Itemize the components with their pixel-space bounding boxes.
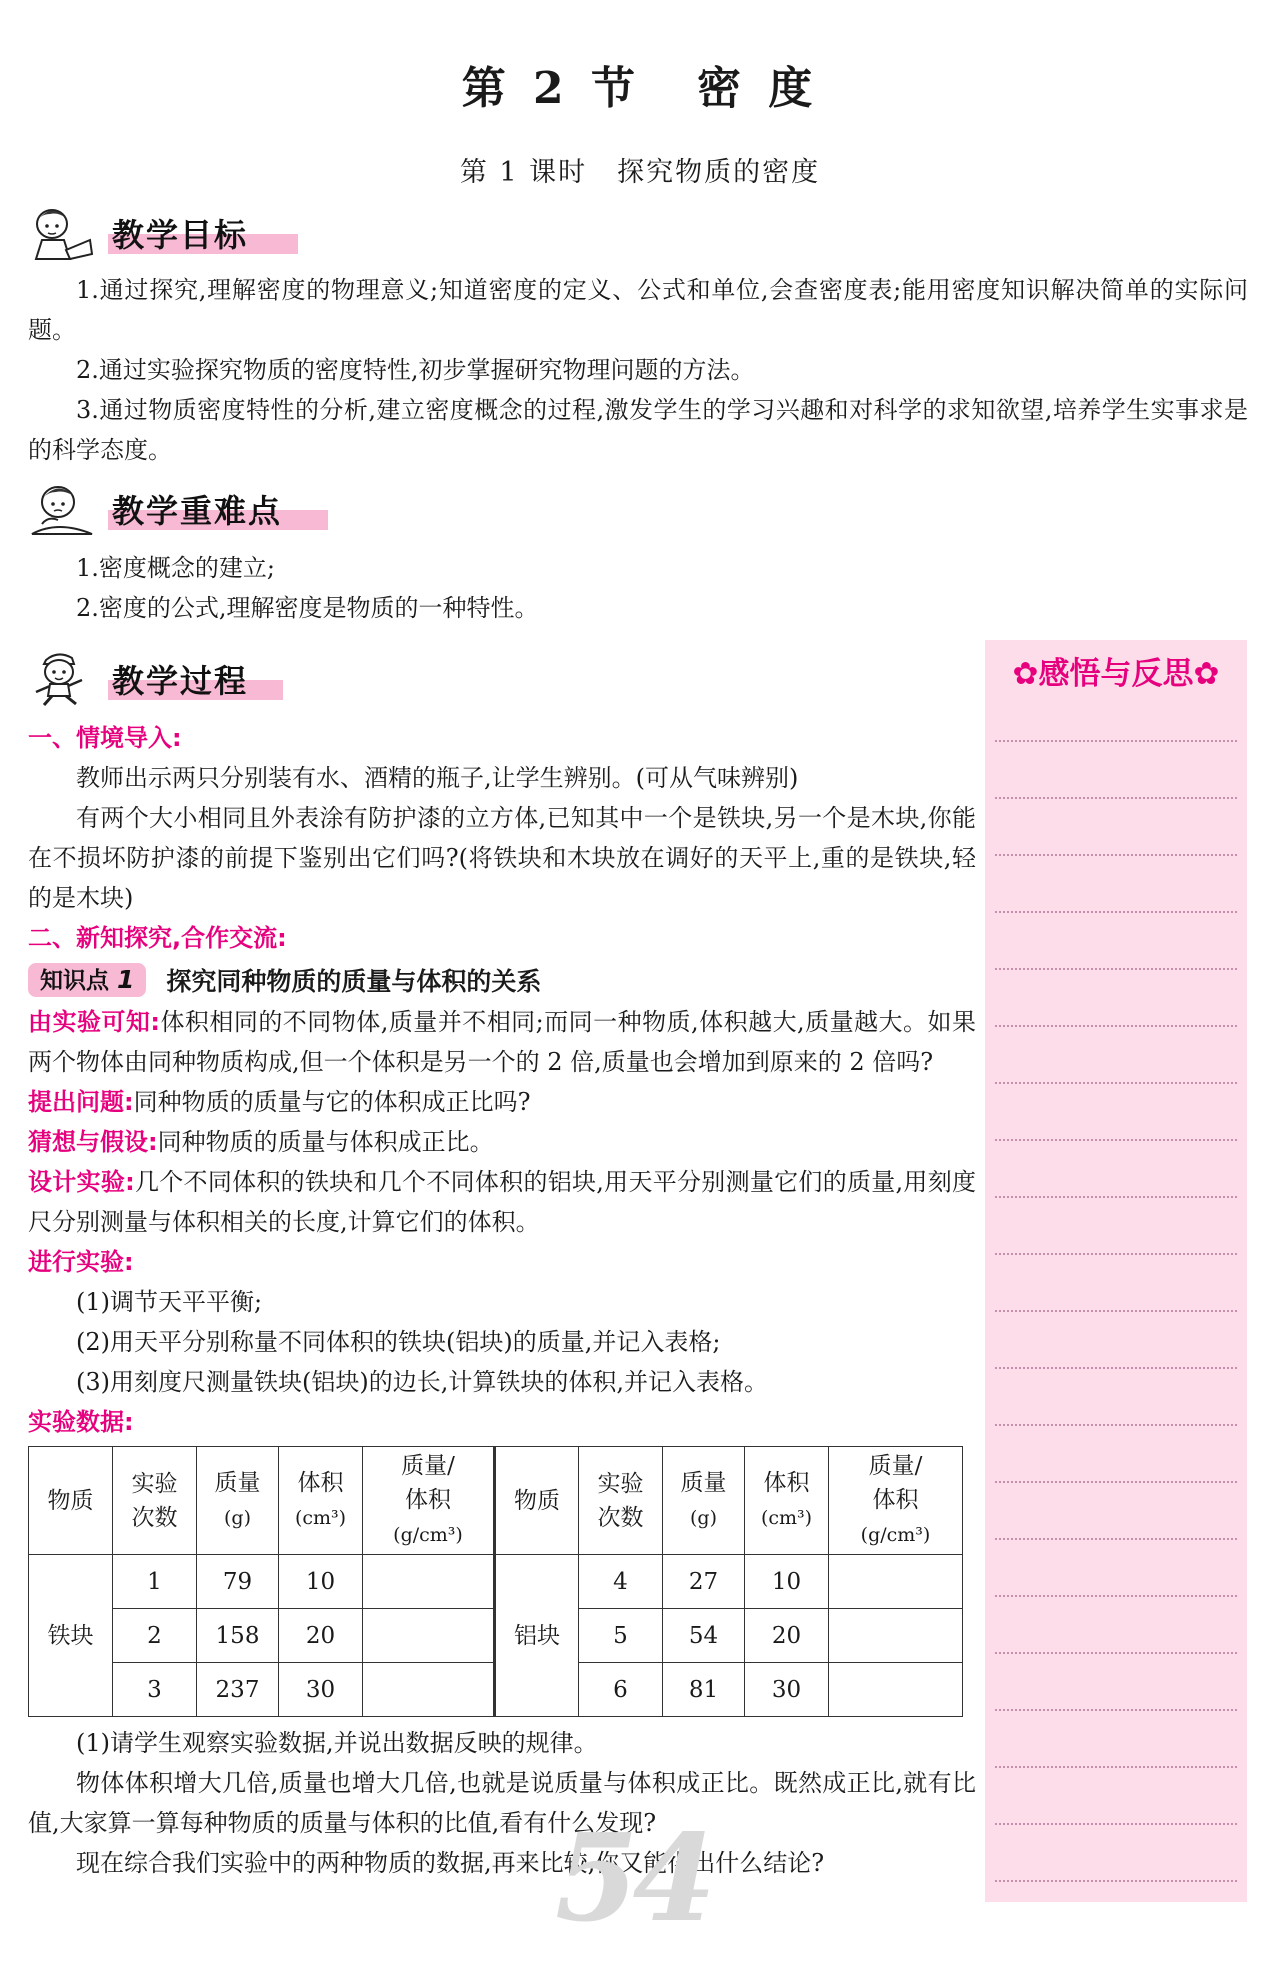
part2-title: 二、新知探究,合作交流:: [28, 924, 287, 952]
knowledge-point-title: 探究同种物质的质量与体积的关系: [166, 967, 542, 996]
header-volume-text: 体积: [297, 1470, 344, 1496]
section-label: 第 2 节: [461, 63, 641, 114]
cell-trial: 2: [113, 1609, 197, 1663]
knowledge-point-row: [28, 958, 976, 1002]
substance-iron: 铁块: [29, 1555, 113, 1717]
table-header-row: [29, 1447, 963, 1555]
student-thinking-icon: [28, 480, 98, 536]
writing-line: [995, 1766, 1237, 1768]
cell-trial: 1: [113, 1555, 197, 1609]
question-label: 提出问题:: [28, 1088, 134, 1116]
header-mass: [663, 1447, 745, 1555]
page-number: 54: [555, 1808, 710, 1949]
lesson-label: 第 1 课时: [459, 157, 588, 188]
writing-line: [995, 740, 1237, 742]
cell-ratio: [829, 1555, 963, 1609]
experiment-finding: [28, 1002, 976, 1082]
cell-volume: 30: [279, 1663, 363, 1717]
cell-ratio: [363, 1609, 495, 1663]
writing-line: [995, 1196, 1237, 1198]
cell-volume: 10: [745, 1555, 829, 1609]
header-ratio-line2: 体积: [872, 1487, 919, 1513]
hypothesis-label: 猜想与假设:: [28, 1128, 158, 1156]
key-point-item: 2.密度的公式,理解密度是物质的一种特性。: [76, 594, 539, 622]
part1-title: 一、情境导入:: [28, 724, 182, 752]
process-heading: 教学过程: [112, 662, 249, 700]
header-volume-unit: (cm³): [294, 1507, 347, 1529]
header-trial: [113, 1447, 197, 1555]
question: [28, 1082, 976, 1122]
objective-item: 1.通过探究,理解密度的物理意义;知道密度的定义、公式和单位,会查密度表;能用密度知识解决简单的实际问题。: [28, 276, 1248, 344]
design-label: 设计实验:: [28, 1168, 135, 1196]
writing-line: [995, 1253, 1237, 1255]
data-table: [28, 1446, 963, 1717]
header-mass-text: 质量: [680, 1470, 727, 1496]
key-points-list: [28, 548, 1248, 628]
objectives-header: [28, 204, 328, 260]
cell-volume: 20: [279, 1609, 363, 1663]
cell-volume: 30: [745, 1663, 829, 1717]
cell-mass: 81: [663, 1663, 745, 1717]
cell-mass: 79: [197, 1555, 279, 1609]
cell-trial: 6: [579, 1663, 663, 1717]
writing-line: [995, 797, 1237, 799]
objective-item: 2.通过实验探究物质的密度特性,初步掌握研究物理问题的方法。: [76, 356, 755, 384]
header-ratio-line2: 体积: [405, 1487, 451, 1513]
cell-mass: 158: [197, 1609, 279, 1663]
section-title: [0, 52, 1280, 116]
process-body: [28, 718, 976, 1883]
design-text: 几个不同体积的铁块和几个不同体积的铝块,用天平分别测量它们的质量,用刻度尺分别测量与体积相关的长度,计算它们的体积。: [28, 1168, 976, 1236]
cell-trial: 5: [579, 1609, 663, 1663]
key-points-header: [28, 480, 348, 536]
knowledge-point-tag: [28, 963, 146, 997]
writing-line: [995, 1880, 1237, 1882]
header-ratio: [363, 1447, 495, 1555]
substance-aluminum: 铝块: [495, 1555, 579, 1717]
header-ratio-unit: (g/cm³): [860, 1524, 931, 1546]
question-text: 同种物质的质量与它的体积成正比吗?: [133, 1088, 531, 1116]
writing-line: [995, 1538, 1237, 1540]
objective-item: 3.通过物质密度特性的分析,建立密度概念的过程,激发学生的学习兴趣和对科学的求知欲望,培养学生实事求是的科学态度。: [28, 396, 1248, 464]
header-mass-unit: (g): [690, 1507, 717, 1529]
writing-line: [995, 1310, 1237, 1312]
key-points-heading: 教学重难点: [112, 492, 283, 530]
header-ratio-line1: 质量/: [401, 1453, 455, 1479]
header-ratio: [829, 1447, 963, 1555]
procedure-step: (1)调节天平平衡;: [76, 1288, 263, 1316]
objectives-heading: 教学目标: [112, 216, 249, 254]
writing-line: [995, 1367, 1237, 1369]
cell-mass: 27: [663, 1555, 745, 1609]
part1-paragraph: 有两个大小相同且外表涂有防护漆的立方体,已知其中一个是铁块,另一个是木块,你能在不损坏防护漆的前提下鉴别出它们吗?(将铁块和木块放在调好的天平上,重的是铁块,轻的是木块): [28, 804, 976, 912]
reflection-heading: ✿感悟与反思✿: [1012, 656, 1220, 692]
procedure-step: (2)用天平分别称量不同体积的铁块(铝块)的质量,并记入表格;: [76, 1328, 721, 1356]
reflection-sidebar: [985, 640, 1247, 1902]
header-trial: [579, 1447, 663, 1555]
objectives-list: [28, 270, 1248, 470]
discussion-paragraph: (1)请学生观察实验数据,并说出数据反映的规律。: [76, 1729, 598, 1757]
header-trial-line1: 实验: [597, 1470, 644, 1497]
cell-mass: 54: [663, 1609, 745, 1663]
design: [28, 1162, 976, 1242]
header-mass-text: 质量: [214, 1470, 261, 1496]
cell-ratio: [363, 1663, 495, 1717]
cell-ratio: [829, 1663, 963, 1717]
exp-label: 由实验可知:: [28, 1008, 160, 1036]
lesson-title: [0, 150, 1280, 189]
writing-line: [995, 1652, 1237, 1654]
section-topic: 密 度: [696, 63, 819, 114]
header-volume-text: 体积: [763, 1470, 810, 1496]
header-volume: [745, 1447, 829, 1555]
header-substance: 物质: [29, 1447, 113, 1555]
cell-ratio: [829, 1609, 963, 1663]
writing-line: [995, 1082, 1237, 1084]
header-ratio-line1: 质量/: [868, 1453, 923, 1479]
writing-line: [995, 854, 1237, 856]
student-running-icon: [28, 650, 98, 706]
header-ratio-unit: (g/cm³): [393, 1524, 463, 1546]
process-header: [28, 650, 328, 706]
cell-volume: 20: [745, 1609, 829, 1663]
header-volume: [279, 1447, 363, 1555]
writing-line: [995, 1139, 1237, 1141]
writing-line: [995, 911, 1237, 913]
hypothesis: [28, 1122, 976, 1162]
writing-line: [995, 1823, 1237, 1825]
cell-mass: 237: [197, 1663, 279, 1717]
procedure-label: 进行实验:: [28, 1248, 134, 1276]
header-mass-unit: (g): [224, 1507, 251, 1529]
kp-tag-text: 知识点: [40, 968, 109, 994]
cell-trial: 3: [113, 1663, 197, 1717]
procedure-step: (3)用刻度尺测量铁块(铝块)的边长,计算铁块的体积,并记入表格。: [76, 1368, 768, 1396]
exp-text: 体积相同的不同物体,质量并不相同;而同一种物质,体积越大,质量越大。如果两个物体由同种物质构成,但一个体积是另一个的 2 倍,质量也会增加到原来的 2 倍吗?: [28, 1008, 976, 1076]
writing-line: [995, 1481, 1237, 1483]
header-substance: 物质: [495, 1447, 579, 1555]
cell-volume: 10: [279, 1555, 363, 1609]
header-trial-line2: 次数: [131, 1504, 178, 1531]
header-trial-line2: 次数: [597, 1504, 644, 1531]
kp-number: 1: [117, 965, 135, 994]
student-reading-icon: [28, 204, 98, 260]
key-point-item: 1.密度概念的建立;: [76, 554, 275, 582]
writing-line: [995, 968, 1237, 970]
cell-ratio: [363, 1555, 495, 1609]
header-trial-line1: 实验: [131, 1470, 178, 1497]
table-row: [29, 1555, 963, 1609]
cell-trial: 4: [579, 1555, 663, 1609]
data-label: 实验数据:: [28, 1408, 134, 1436]
lesson-topic: 探究物质的密度: [617, 157, 821, 188]
header-volume-unit: (cm³): [760, 1507, 813, 1529]
writing-line: [995, 1424, 1237, 1426]
writing-line: [995, 1595, 1237, 1597]
discussion-paragraph: 物体体积增大几倍,质量也增大几倍,也就是说质量与体积成正比。既然成正比,就有比值,大家算一算每种物质的质量与体积的比值,看有什么发现?: [28, 1769, 976, 1837]
header-mass: [197, 1447, 279, 1555]
hypothesis-text: 同种物质的质量与体积成正比。: [157, 1128, 494, 1156]
part1-paragraph: 教师出示两只分别装有水、酒精的瓶子,让学生辨别。(可从气味辨别): [76, 764, 799, 792]
discussion-paragraph: 现在综合我们实验中的两种物质的数据,再来比较,你又能得出什么结论?: [76, 1849, 825, 1877]
writing-line: [995, 1025, 1237, 1027]
writing-line: [995, 1709, 1237, 1711]
